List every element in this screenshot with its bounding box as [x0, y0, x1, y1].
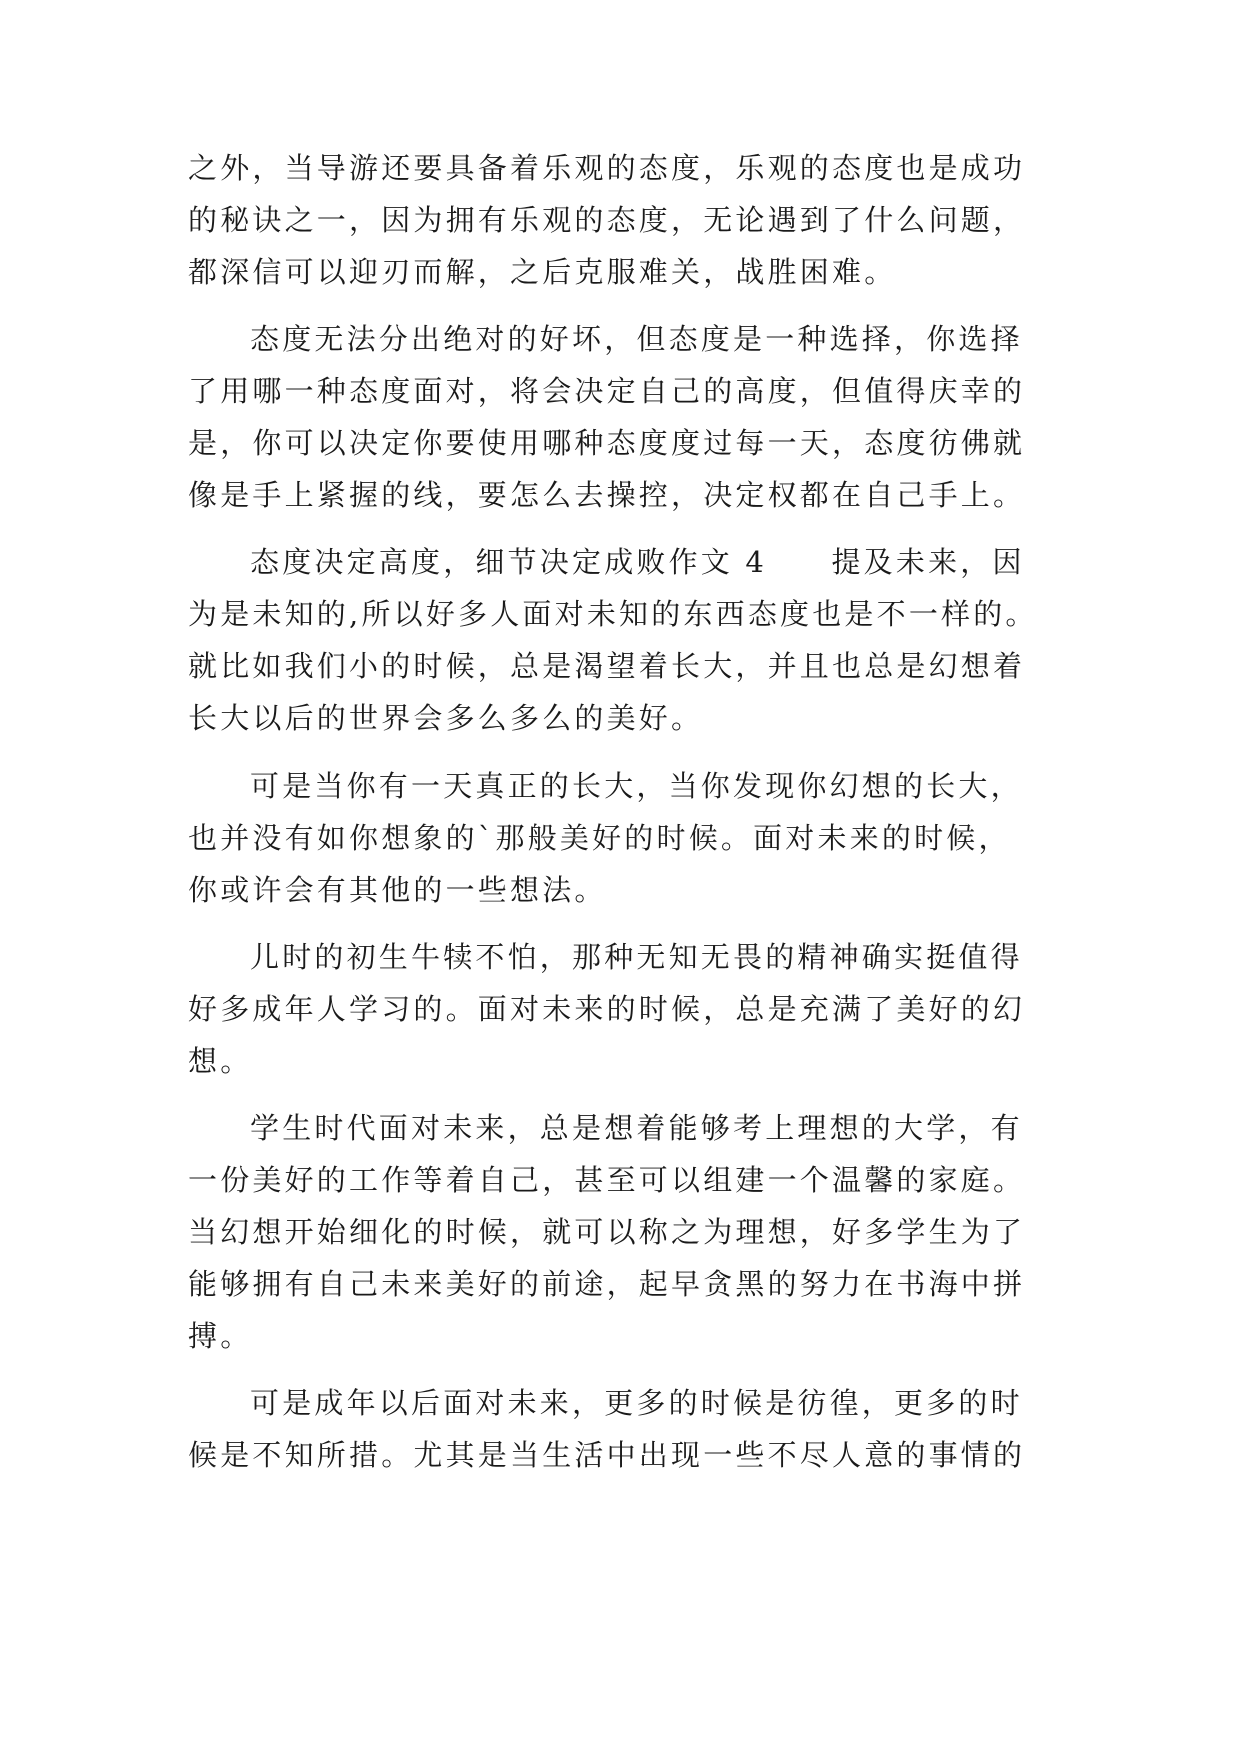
text-line-8: 态度决定高度，细节决定成败作文 4 提及未来，因 [250, 545, 1025, 579]
text-line-6: 是，你可以决定你要使用哪种态度度过每一天，态度彷佛就 [188, 426, 1026, 460]
text-line-18: 学生时代面对未来，总是想着能够考上理想的大学，有 [250, 1111, 1023, 1145]
text-line-2: 的秘诀之一，因为拥有乐观的态度，无论遇到了什么问题， [188, 203, 1026, 237]
text-line-12: 可是当你有一天真正的长大，当你发现你幻想的长大， [250, 769, 1023, 803]
text-line-10: 就比如我们小的时候，总是渴望着长大，并且也总是幻想着 [188, 649, 1026, 683]
text-line-23: 可是成年以后面对未来，更多的时候是彷徨，更多的时 [250, 1386, 1023, 1420]
text-line-1: 之外，当导游还要具备着乐观的态度，乐观的态度也是成功 [188, 151, 1026, 185]
text-line-19: 一份美好的工作等着自己，甚至可以组建一个温馨的家庭。 [188, 1163, 1026, 1197]
text-line-21: 能够拥有自己未来美好的前途，起早贪黑的努力在书海中拼 [188, 1267, 1026, 1301]
text-line-14: 你或许会有其他的一些想法。 [188, 873, 607, 907]
text-line-11: 长大以后的世界会多么多么的美好。 [188, 701, 704, 735]
text-line-9: 为是未知的,所以好多人面对未知的东西态度也是不一样的。 [188, 597, 1038, 631]
text-line-15: 儿时的初生牛犊不怕，那种无知无畏的精神确实挺值得 [250, 940, 1023, 974]
text-line-22: 搏。 [188, 1319, 253, 1353]
text-line-13: 也并没有如你想象的`那般美好的时候。面对未来的时候， [188, 821, 1011, 855]
text-line-24: 候是不知所措。尤其是当生活中出现一些不尽人意的事情的 [188, 1438, 1026, 1472]
text-line-20: 当幻想开始细化的时候，就可以称之为理想，好多学生为了 [188, 1215, 1026, 1249]
text-line-7: 像是手上紧握的线，要怎么去操控，决定权都在自己手上。 [188, 478, 1026, 512]
text-line-5: 了用哪一种态度面对，将会决定自己的高度，但值得庆幸的 [188, 374, 1026, 408]
text-line-4: 态度无法分出绝对的好坏，但态度是一种选择，你选择 [250, 322, 1023, 356]
text-line-17: 想。 [188, 1044, 253, 1078]
text-line-16: 好多成年人学习的。面对未来的时候，总是充满了美好的幻 [188, 992, 1026, 1026]
text-line-3: 都深信可以迎刃而解，之后克服难关，战胜困难。 [188, 255, 897, 289]
